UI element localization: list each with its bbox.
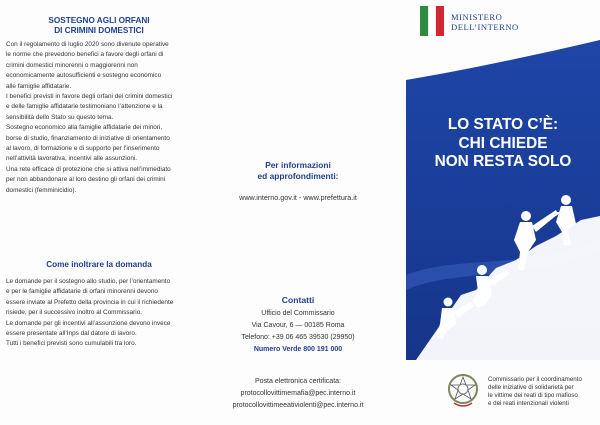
section-orfani-line: Sostegno economico alla famiglie affidatarie dei minori, <box>6 124 163 132</box>
blue-cover-panel <box>406 40 600 360</box>
section-orfani-title <box>0 16 198 36</box>
section-orfani-line: domestici (femminicidio). <box>6 186 77 194</box>
info-title <box>198 160 398 182</box>
info-title-line1: Per informazioni <box>265 160 331 170</box>
contatti-details <box>198 308 398 356</box>
section-orfani-line: per non abbandonare al loro destino gli orfani dei crimini <box>6 176 166 184</box>
middle-panel <box>198 0 398 425</box>
section-domanda-title: Come inoltrare la domanda <box>46 260 152 269</box>
commissario-line: delle iniziative di solidarietà per <box>488 384 574 391</box>
section-orfani-text <box>0 40 198 196</box>
headline-line1: LO STATO C’È: <box>447 116 559 133</box>
section-domanda-line: Le domande per gli incentivi all’assunzione devono invece <box>6 319 171 327</box>
ministry-logo-text <box>451 12 519 32</box>
commissario-line: le vittime dei reati di tipo mafioso <box>488 392 578 399</box>
info-title-line2: ed approfondimenti: <box>257 171 339 181</box>
right-panel <box>398 0 600 425</box>
section-orfani-line: alle famiglie affidatarie. <box>6 82 72 90</box>
section-orfani-title-line2: DI CRIMINI DOMESTICI <box>54 26 144 35</box>
contatti-title: Contatti <box>281 295 315 305</box>
section-domanda-line: Tutti i benefici previsti sono cumulabili tra loro. <box>6 340 137 348</box>
section-orfani-line: e delle famiglie affidatarie testimoniano l’attenzione e la <box>6 103 163 111</box>
section-domanda-text <box>0 277 198 350</box>
section-domanda <box>0 260 198 350</box>
section-orfani-line: I benefici previsti in favore degli orfani dei crimini domestici <box>6 93 173 101</box>
section-orfani-line: Una rete efficace di protezione che si attiva nell’immediato <box>6 165 171 173</box>
office-name: Ufficio del Commissario <box>261 310 335 317</box>
left-panel <box>0 0 198 425</box>
section-orfani-line: crimini domestici minorenni o maggiorenni non <box>6 61 138 69</box>
office-address: Via Cavour, 6 — 00185 Roma <box>251 322 345 329</box>
section-orfani-title-line1: SOSTEGNO AGLI ORFANI <box>48 16 150 25</box>
pec-email-2[interactable]: protocollovittimeeativiolenti@pec.interno.it <box>232 402 364 409</box>
section-domanda-line: e per le famiglie affidatarie di orfani minorenni devono <box>6 288 158 296</box>
ministry-line1: MINISTERO <box>451 12 503 22</box>
section-domanda-line: essere presentate all’Inps dal datore di lavoro. <box>6 330 137 338</box>
section-orfani-line: nell’attività lavorativa, incentivi alle assunzioni. <box>6 155 138 163</box>
italian-flag-icon <box>420 6 444 36</box>
ministry-line2: DELL’INTERNO <box>451 22 519 32</box>
pec-label: Posta elettronica certificata: <box>255 378 341 385</box>
pec-block <box>198 376 398 412</box>
info-websites[interactable]: www.interno.gov.it - www.prefettura.it <box>239 193 357 202</box>
toll-free-number[interactable]: Numero Verde 800 191 000 <box>253 346 343 353</box>
headline-line2: CHI CHIEDE <box>458 134 548 152</box>
section-domanda-line: risiede, per il successivo inoltro al Commissario. <box>6 309 143 317</box>
section-orfani-line: economicamente autosufficienti e sostegno economico <box>6 72 162 80</box>
section-domanda-line: Le domande per il sostegno allo studio, per l’orientamento <box>6 278 171 285</box>
section-orfani-line: sensibilità dello Stato su questo tema. <box>6 113 114 121</box>
section-orfani-line: borse di studio, finanziamento di iniziative di orientamento <box>6 134 170 142</box>
commissario-line: e dei reati intenzionali violenti <box>488 400 569 407</box>
headline-line3: NON RESTA SOLO <box>434 153 572 170</box>
section-orfani <box>0 16 198 196</box>
commissario-line: Commissario per il coordinamento <box>488 376 582 383</box>
section-orfani-line: Con il regolamento di luglio 2020 sono divenute operative <box>6 41 169 48</box>
commissario-text <box>488 376 598 408</box>
office-phone[interactable]: Telefono: +39 06 465 39530 (29950) <box>241 334 355 341</box>
pec-email-1[interactable]: protocollovittimemafia@pec.interno.it <box>240 390 356 397</box>
section-orfani-line: le norme che prevedono benefici a favore degli orfani di <box>6 51 164 59</box>
section-domanda-line: essere inviate al Prefetto della provincia in cui il richiedente <box>6 298 174 306</box>
cover-headline <box>406 116 600 172</box>
italian-republic-emblem-icon <box>446 370 480 410</box>
section-orfani-line: al lavoro, di formazione e di supporto per l’inserimento <box>6 145 160 153</box>
